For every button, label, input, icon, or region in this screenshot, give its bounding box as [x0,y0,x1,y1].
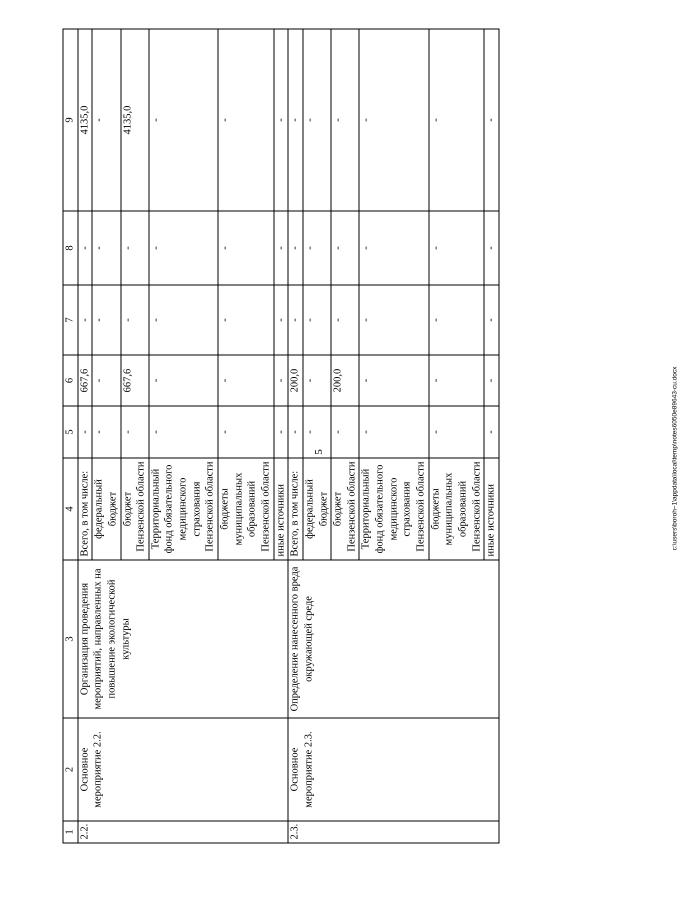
measure-description-cell: Организация проведения мероприятий, направленных на повышение экологической культуры [77,560,288,718]
funding-source-region: Пензенской области [470,461,482,552]
value-cell: - [92,406,120,458]
value-cell: - [218,29,274,211]
funding-source-cell [331,458,359,560]
funding-source-region: Пензенской области [415,461,427,552]
table-row [77,29,92,843]
funding-source-region: Пензенской области [135,461,147,552]
value-cell: - [302,406,330,458]
measure-description-cell: Определение нанесенного вреда окружающей среде [288,560,499,718]
value-cell: - [288,29,303,211]
value-cell: - [92,285,120,355]
value-cell: - [120,211,148,285]
value-cell: - [92,211,120,285]
funding-source-region: Пензенской области [204,461,216,552]
value-cell: - [273,406,288,458]
header-row [63,29,78,843]
funding-source-cell: Всего, в том числе: [288,458,303,560]
funding-source-cell: Всего, в том числе: [77,458,92,560]
value-cell: - [148,29,217,211]
row-number-cell: 2.3. [288,821,499,843]
value-cell: 4135,0 [120,29,148,211]
header-cell: 7 [63,285,78,355]
value-cell: 200,0 [331,355,359,406]
value-cell: - [288,285,303,355]
value-cell: - [428,355,484,406]
value-cell: 667,6 [77,355,92,406]
value-cell: - [77,406,92,458]
value-cell: - [218,406,274,458]
value-cell: - [302,285,330,355]
page-number: 5 [312,449,325,455]
value-cell: - [273,211,288,285]
header-cell: 6 [63,355,78,406]
value-cell: - [428,29,484,211]
value-cell: - [148,285,217,355]
value-cell: - [273,29,288,211]
value-cell: - [92,29,120,211]
funding-source-label: федеральный бюджет [303,478,329,539]
funding-source-cell: иные источники [273,458,288,560]
funding-source-cell: иные источники [484,458,499,560]
value-cell: - [288,211,303,285]
measure-name-cell: Основное мероприятие 2.2. [77,718,288,821]
value-cell: - [148,355,217,406]
value-cell: - [273,285,288,355]
value-cell: - [331,211,359,285]
value-cell: - [148,211,217,285]
funding-source-cell [302,458,330,560]
funding-source-label: бюджеты муниципальных образований [429,472,468,545]
header-cell: 4 [63,458,78,560]
funding-source-label: Территориальный фонд обязательного медицинского страхования [149,464,202,553]
value-cell: - [428,285,484,355]
value-cell: - [359,29,428,211]
value-cell: - [120,406,148,458]
funding-source-label: бюджеты муниципальных образований [219,472,258,545]
value-cell: - [218,355,274,406]
value-cell: - [302,355,330,406]
header-cell: 5 [63,406,78,458]
value-cell: - [359,406,428,458]
table-row [288,29,303,843]
funding-source-cell [359,458,428,560]
header-cell: 2 [63,718,78,821]
value-cell: - [359,211,428,285]
value-cell: - [484,285,499,355]
value-cell: - [77,285,92,355]
value-cell: - [428,211,484,285]
funding-source-cell [148,458,217,560]
value-cell: - [148,406,217,458]
measure-name-cell: Основное мероприятие 2.3. [288,718,499,821]
value-cell: - [359,285,428,355]
funding-source-label: бюджет [332,491,344,526]
value-cell: - [331,29,359,211]
value-cell: - [331,285,359,355]
funding-source-label: федеральный бюджет [93,478,118,539]
funding-source-label: бюджет [121,491,133,526]
value-cell: - [484,355,499,406]
row-number-cell: 2.2. [77,821,288,843]
funding-source-cell [120,458,148,560]
table-container [62,28,590,843]
value-cell: - [273,355,288,406]
value-cell: - [218,211,274,285]
header-cell: 3 [63,560,78,718]
value-cell: - [92,355,120,406]
value-cell: 4135,0 [77,29,92,211]
funding-source-label: Территориальный фонд обязательного медицинского страхования [360,464,413,553]
funding-source-region: Пензенской области [259,461,271,552]
value-cell: - [331,406,359,458]
budget-table [62,28,499,843]
footer-file-path: c:\users\boroh~1\appdata\local\temp\notes6050e89643-cu.docx [671,366,678,551]
table-body [77,29,498,843]
value-cell: - [302,211,330,285]
value-cell: - [218,285,274,355]
header-cell: 1 [63,821,78,843]
value-cell: - [428,406,484,458]
value-cell: - [484,406,499,458]
funding-source-cell [428,458,484,560]
value-cell: - [484,211,499,285]
funding-source-region: Пензенской области [345,461,357,552]
value-cell: - [77,211,92,285]
header-cell: 9 [63,29,78,211]
value-cell: 200,0 [288,355,303,406]
header-cell: 8 [63,211,78,285]
funding-source-cell [92,458,120,560]
funding-source-cell [218,458,274,560]
value-cell: - [288,406,303,458]
value-cell: - [302,29,330,211]
value-cell: 667,6 [120,355,148,406]
rotated-table [62,28,590,843]
value-cell: - [359,355,428,406]
value-cell: - [484,29,499,211]
value-cell: - [120,285,148,355]
